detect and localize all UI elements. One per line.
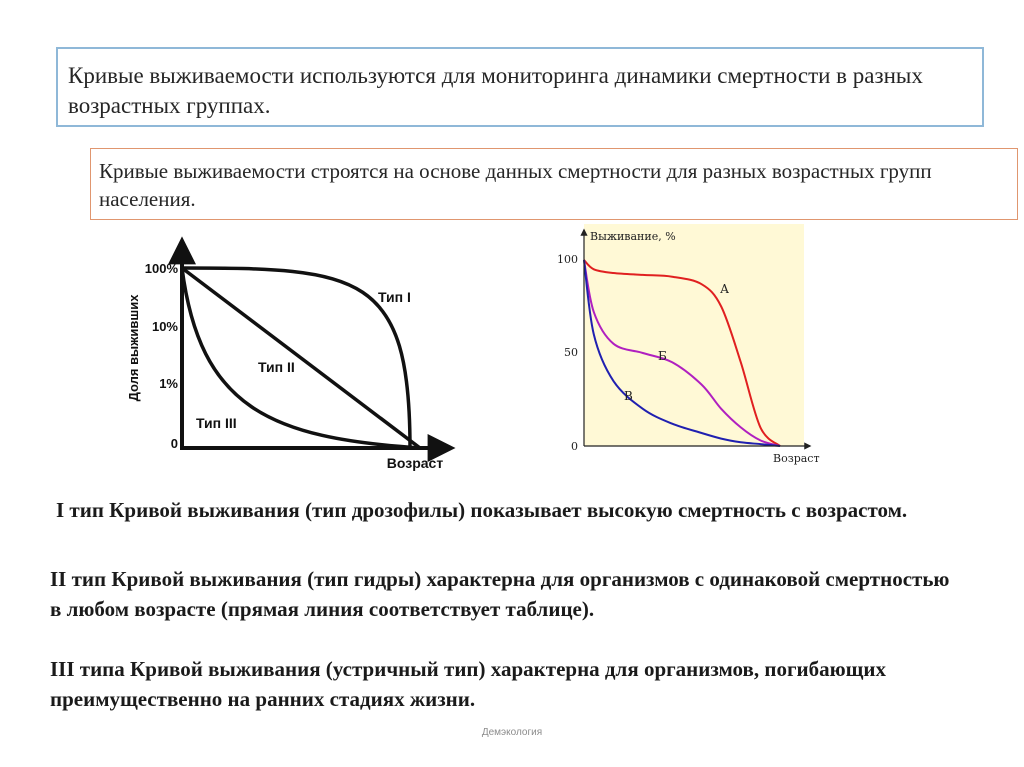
label-type-3: Тип III <box>196 415 237 431</box>
left-x-label: Возраст <box>386 455 444 471</box>
label-curve-v: В <box>624 389 633 403</box>
label-type-1: Тип I <box>378 289 411 305</box>
right-plot-background <box>584 224 804 446</box>
right-ytick-50: 50 <box>564 346 578 359</box>
type-3-description <box>50 654 950 714</box>
intro-box <box>56 47 984 127</box>
label-curve-b: Б <box>658 349 667 363</box>
intro-text: Кривые выживаемости используются для мониторинга динамики смертности в разных возрастных группах. <box>68 63 923 118</box>
left-ytick-1: 1% <box>159 376 178 391</box>
type-2-text: II тип Кривой выживания (тип гидры) характерна для организмов с одинаковой смертностью в любом возрасте (прямая линия соответствует таблице). <box>50 567 950 621</box>
survival-types-chart <box>110 228 460 478</box>
method-box <box>90 148 1018 220</box>
left-ytick-10: 10% <box>151 319 178 334</box>
right-ytick-0: 0 <box>571 440 578 453</box>
survival-percent-chart <box>548 218 818 468</box>
left-y-label: Доля выживших <box>126 294 141 402</box>
label-type-2: Тип II <box>258 359 295 375</box>
method-text: Кривые выживаемости строятся на основе данных смертности для разных возрастных групп населения. <box>99 159 932 211</box>
right-x-label: Возраст <box>773 452 820 465</box>
right-y-label: Выживание, % <box>590 230 676 243</box>
left-ytick-100: 100% <box>144 261 178 276</box>
type-1-text: I тип Кривой выживания (тип дрозофилы) показывает высокую смертность с возрастом. <box>56 498 908 522</box>
footer <box>0 727 1024 738</box>
left-ytick-0: 0 <box>170 436 178 451</box>
type-2-description <box>50 564 950 624</box>
footer-text: Демэкология <box>481 727 543 738</box>
label-curve-a: А <box>720 282 730 296</box>
right-ytick-100: 100 <box>557 253 578 266</box>
type-3-text: III типа Кривой выживания (устричный тип) характерна для организмов, погибающих преимущественно на ранних стадиях жизни. <box>50 657 886 711</box>
type-1-description <box>56 495 991 525</box>
